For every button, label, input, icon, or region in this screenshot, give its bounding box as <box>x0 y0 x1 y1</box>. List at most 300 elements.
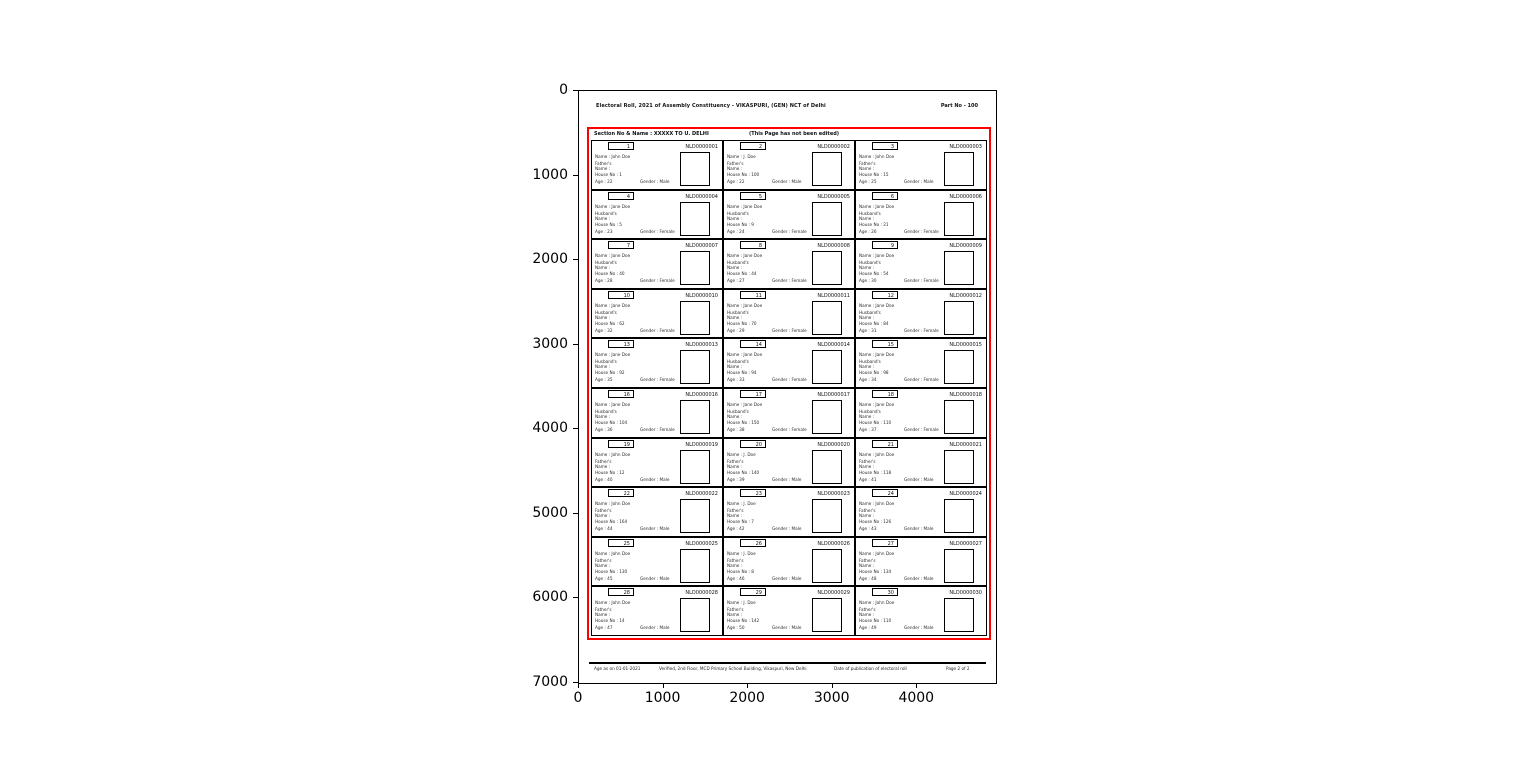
voter-gender: Gender : Female <box>772 228 807 234</box>
voter-gender: Gender : Male <box>904 526 934 532</box>
y-tick-label: 5000 <box>532 504 568 521</box>
relation-label-line2: Name : <box>727 612 743 618</box>
relation-label-line1: Father's <box>727 557 744 563</box>
photo-box <box>680 202 710 236</box>
relation-label-line1: Father's <box>595 161 612 166</box>
y-tick-label: 0 <box>559 82 568 98</box>
photo-box <box>944 450 974 484</box>
voter-gender: Gender : Female <box>640 377 675 383</box>
voter-name: Name : Jane Doe <box>727 203 763 209</box>
epic-number: NLD0000004 <box>685 193 718 200</box>
relation-label-line2: Name : <box>595 513 611 519</box>
photo-box <box>680 350 710 384</box>
voter-card <box>724 587 854 635</box>
epic-number: NLD0000011 <box>817 292 850 299</box>
photo-box <box>944 350 974 384</box>
relation-label-line2: Name : <box>727 265 743 271</box>
epic-number: NLD0000003 <box>949 144 982 150</box>
house-number: House No : 92 <box>595 370 625 376</box>
voter-gender: Gender : Female <box>904 278 939 284</box>
house-number: House No : 84 <box>859 320 889 326</box>
house-number: House No : 118 <box>859 469 892 475</box>
footer-divider <box>589 662 986 664</box>
voter-age: Age : 23 <box>595 228 613 234</box>
voter-name: Name : Jane Doe <box>727 253 763 259</box>
serial-number: 26 <box>740 539 766 547</box>
voter-card <box>592 389 722 437</box>
voter-gender: Gender : Male <box>772 625 802 631</box>
relation-label-line2: Name : <box>727 364 743 370</box>
house-number: House No : 44 <box>727 271 757 277</box>
house-number: House No : 164 <box>595 519 628 525</box>
voter-name: Name : John Doe <box>859 154 895 159</box>
photo-box <box>944 251 974 285</box>
voter-name: Name : John Doe <box>595 154 631 159</box>
serial-number: 4 <box>608 192 634 200</box>
relation-label-line2: Name : <box>727 562 743 568</box>
relation-label-line2: Name : <box>595 364 611 370</box>
serial-number: 15 <box>872 340 898 348</box>
voter-gender: Gender : Female <box>904 377 939 383</box>
relation-label-line1: Husband's <box>595 359 617 365</box>
voter-card <box>856 538 986 586</box>
voter-card <box>724 439 854 487</box>
voter-age: Age : 27 <box>727 278 745 284</box>
epic-number: NLD0000019 <box>685 441 718 448</box>
relation-label-line1: Husband's <box>859 260 881 266</box>
house-number: House No : 54 <box>859 271 889 277</box>
voter-age: Age : 42 <box>727 526 745 532</box>
house-number: House No : 70 <box>727 320 757 326</box>
relation-label-line2: Name : <box>727 463 743 469</box>
house-number: House No : 1 <box>595 172 622 177</box>
house-number: House No : 40 <box>595 271 625 277</box>
voter-gender: Gender : Male <box>904 625 934 631</box>
voter-age: Age : 36 <box>595 426 613 432</box>
voter-age: Age : 33 <box>727 377 745 383</box>
voter-gender: Gender : Female <box>772 426 807 432</box>
voter-age: Age : 47 <box>595 625 613 631</box>
voter-card <box>856 141 986 189</box>
voter-name: Name : Jane Doe <box>727 302 763 308</box>
voter-gender: Gender : Male <box>640 476 670 482</box>
voter-card <box>856 488 986 536</box>
voter-name: Name : Jane Doe <box>595 302 631 308</box>
relation-label-line1: Father's <box>859 508 876 514</box>
x-tick-label: 4000 <box>898 690 935 706</box>
photo-box <box>812 251 842 285</box>
voter-name: Name : Jane Doe <box>859 253 895 259</box>
relation-label-line1: Husband's <box>859 359 881 365</box>
voter-age: Age : 37 <box>859 426 877 432</box>
voter-age: Age : 25 <box>859 179 877 184</box>
epic-number: NLD0000029 <box>817 590 850 597</box>
voter-card <box>592 587 722 635</box>
voter-card <box>856 439 986 487</box>
voter-age: Age : 31 <box>859 327 877 333</box>
epic-number: NLD0000006 <box>949 193 982 200</box>
serial-number: 27 <box>872 539 898 547</box>
voter-age: Age : 49 <box>859 625 877 631</box>
epic-number: NLD0000024 <box>949 491 982 498</box>
house-number: House No : 12 <box>595 469 625 475</box>
voter-name: Name : Jane Doe <box>859 352 895 358</box>
serial-number: 24 <box>872 489 898 497</box>
relation-label-line1: Father's <box>595 458 612 464</box>
epic-number: NLD0000027 <box>949 540 982 547</box>
photo-box <box>680 499 710 533</box>
epic-number: NLD0000022 <box>685 491 718 498</box>
y-tick-label: 1000 <box>532 166 568 183</box>
voter-name: Name : Jane Doe <box>727 352 763 358</box>
x-tick-label: 1000 <box>644 690 681 706</box>
epic-number: NLD0000016 <box>685 391 718 398</box>
voter-name: Name : John Doe <box>595 451 631 457</box>
serial-number: 13 <box>608 340 634 348</box>
relation-label-line2: Name : <box>595 166 611 171</box>
voter-name: Name : John Doe <box>859 501 895 507</box>
plot-axes <box>578 90 997 684</box>
photo-box <box>680 450 710 484</box>
relation-label-line1: Father's <box>859 557 876 563</box>
relation-label-line2: Name : <box>859 413 875 419</box>
voter-name: Name : John Doe <box>859 600 895 606</box>
photo-box <box>944 499 974 533</box>
house-number: House No : 110 <box>859 618 892 624</box>
voter-name: Name : J. Doe <box>727 600 756 606</box>
footer-page-number: Page 2 of 2 <box>946 666 970 671</box>
voter-card <box>592 538 722 586</box>
voter-card <box>856 587 986 635</box>
house-number: House No : 100 <box>727 172 760 177</box>
voter-name: Name : John Doe <box>859 451 895 457</box>
photo-box <box>944 400 974 434</box>
photo-box <box>944 152 974 186</box>
voter-age: Age : 29 <box>727 327 745 333</box>
voter-age: Age : 40 <box>595 476 613 482</box>
y-tick-label: 6000 <box>532 589 568 606</box>
relation-label-line2: Name : <box>859 364 875 370</box>
relation-label-line1: Father's <box>727 508 744 514</box>
relation-label-line1: Father's <box>595 508 612 514</box>
epic-number: NLD0000028 <box>685 590 718 597</box>
voter-card <box>724 389 854 437</box>
serial-number: 10 <box>608 291 634 299</box>
relation-label-line1: Father's <box>859 458 876 464</box>
footer-station: Verified, 2nd Floor, MCD Primary School Building, Vikaspuri, New Delhi <box>659 666 807 671</box>
y-tick-label: 4000 <box>532 420 568 437</box>
photo-box <box>812 202 842 236</box>
photo-box <box>812 499 842 533</box>
relation-label-line2: Name : <box>595 463 611 469</box>
voter-name: Name : John Doe <box>859 550 895 556</box>
voter-age: Age : 44 <box>595 526 613 532</box>
voter-name: Name : J. Doe <box>727 154 756 159</box>
serial-number: 28 <box>608 588 634 596</box>
voter-gender: Gender : Male <box>904 575 934 581</box>
voter-gender: Gender : Female <box>772 377 807 383</box>
voter-age: Age : 32 <box>595 327 613 333</box>
photo-box <box>944 549 974 583</box>
epic-number: NLD0000008 <box>817 243 850 250</box>
voter-card <box>724 538 854 586</box>
voter-name: Name : Jane Doe <box>595 203 631 209</box>
relation-label-line2: Name : <box>859 513 875 519</box>
voter-gender: Gender : Male <box>772 526 802 532</box>
page-title: Electoral Roll, 2021 of Assembly Constituency - VIKASPURI, (GEN) NCT of Delhi <box>596 103 826 109</box>
serial-number: 14 <box>740 340 766 348</box>
x-tick-label: 0 <box>573 690 583 706</box>
house-number: House No : 142 <box>727 618 760 624</box>
voter-age: Age : 26 <box>859 228 877 234</box>
serial-number: 29 <box>740 588 766 596</box>
y-tick-label: 2000 <box>532 251 568 268</box>
photo-box <box>812 152 842 186</box>
voter-age: Age : 43 <box>859 526 877 532</box>
relation-label-line1: Husband's <box>727 309 749 315</box>
voter-name: Name : Jane Doe <box>595 401 631 407</box>
relation-label-line1: Husband's <box>595 260 617 266</box>
relation-label-line1: Father's <box>727 161 744 166</box>
serial-number: 12 <box>872 291 898 299</box>
relation-label-line1: Husband's <box>727 408 749 414</box>
photo-box <box>812 549 842 583</box>
voter-age: Age : 45 <box>595 575 613 581</box>
voter-gender: Gender : Female <box>772 327 807 333</box>
voter-name: Name : J. Doe <box>727 501 756 507</box>
voter-name: Name : J. Doe <box>727 451 756 457</box>
serial-number: 17 <box>740 390 766 398</box>
voter-card <box>724 488 854 536</box>
voter-card <box>592 339 722 387</box>
serial-number: 16 <box>608 390 634 398</box>
voter-name: Name : John Doe <box>595 600 631 606</box>
photo-box <box>812 598 842 632</box>
epic-number: NLD0000025 <box>685 540 718 547</box>
x-tick-label: 2000 <box>729 690 765 706</box>
voter-name: Name : Jane Doe <box>595 253 631 259</box>
house-number: House No : 8 <box>727 568 754 574</box>
epic-number: NLD0000020 <box>817 441 850 448</box>
voter-name: Name : Jane Doe <box>595 352 631 358</box>
relation-label-line2: Name : <box>859 463 875 469</box>
photo-box <box>812 450 842 484</box>
voter-gender: Gender : Female <box>640 278 675 284</box>
voter-gender: Gender : Female <box>904 327 939 333</box>
house-number: House No : 62 <box>595 320 625 326</box>
voter-gender: Gender : Female <box>904 228 939 234</box>
y-tick-label: 3000 <box>532 335 568 352</box>
photo-box <box>680 400 710 434</box>
epic-number: NLD0000030 <box>949 590 982 597</box>
voter-name: Name : Jane Doe <box>859 203 895 209</box>
epic-number: NLD0000007 <box>685 243 718 250</box>
house-number: House No : 98 <box>859 370 889 376</box>
photo-box <box>944 598 974 632</box>
epic-number: NLD0000013 <box>685 342 718 349</box>
photo-box <box>944 301 974 335</box>
voter-card <box>724 141 854 189</box>
relation-label-line2: Name : <box>727 166 743 171</box>
relation-label-line2: Name : <box>727 513 743 519</box>
voter-gender: Gender : Male <box>640 625 670 631</box>
house-number: House No : 14 <box>595 618 625 624</box>
relation-label-line2: Name : <box>595 562 611 568</box>
voter-gender: Gender : Female <box>640 426 675 432</box>
serial-number: 9 <box>872 241 898 249</box>
house-number: House No : 130 <box>595 568 628 574</box>
voter-name: Name : John Doe <box>595 550 631 556</box>
serial-number: 20 <box>740 440 766 448</box>
voter-card <box>856 389 986 437</box>
relation-label-line2: Name : <box>595 314 611 320</box>
house-number: House No : 21 <box>859 221 889 227</box>
relation-label-line1: Husband's <box>595 210 617 216</box>
voter-age: Age : 39 <box>727 476 745 482</box>
serial-number: 19 <box>608 440 634 448</box>
house-number: House No : 9 <box>727 221 754 227</box>
voter-card <box>592 439 722 487</box>
photo-box <box>812 400 842 434</box>
serial-number: 2 <box>740 142 766 150</box>
y-tick-label: 7000 <box>532 673 568 690</box>
relation-label-line1: Father's <box>859 161 876 166</box>
footer-age-as-on: Age as on 01-01-2021 <box>594 666 641 671</box>
epic-number: NLD0000021 <box>949 441 982 448</box>
relation-label-line1: Husband's <box>727 260 749 266</box>
part-number: Part No - 100 <box>940 103 978 109</box>
relation-label-line2: Name : <box>859 166 875 171</box>
epic-number: NLD0000023 <box>817 491 850 498</box>
voter-card <box>592 290 722 338</box>
voter-card <box>856 240 986 288</box>
photo-box <box>680 152 710 186</box>
epic-number: NLD0000010 <box>685 292 718 299</box>
voter-age: Age : 22 <box>727 179 745 184</box>
relation-label-line2: Name : <box>595 612 611 618</box>
voter-age: Age : 28 <box>595 278 613 284</box>
voter-card <box>592 191 722 239</box>
voter-card <box>724 339 854 387</box>
relation-label-line2: Name : <box>595 215 611 221</box>
voter-age: Age : 38 <box>727 426 745 432</box>
epic-number: NLD0000015 <box>949 342 982 349</box>
relation-label-line1: Husband's <box>859 309 881 315</box>
voter-gender: Gender : Male <box>772 476 802 482</box>
relation-label-line1: Husband's <box>859 210 881 216</box>
relation-label-line2: Name : <box>859 612 875 618</box>
voter-gender: Gender : Female <box>640 327 675 333</box>
voter-gender: Gender : Male <box>772 179 802 184</box>
photo-box <box>812 301 842 335</box>
relation-label-line2: Name : <box>727 314 743 320</box>
serial-number: 7 <box>608 241 634 249</box>
voter-name: Name : John Doe <box>595 501 631 507</box>
voter-age: Age : 34 <box>859 377 877 383</box>
serial-number: 1 <box>608 142 634 150</box>
house-number: House No : 7 <box>727 519 754 525</box>
voter-card <box>724 240 854 288</box>
relation-label-line2: Name : <box>595 413 611 419</box>
voter-age: Age : 48 <box>859 575 877 581</box>
relation-label-line1: Husband's <box>727 359 749 365</box>
house-number: House No : 126 <box>859 519 892 525</box>
footer-publication: Date of publication of electoral roll <box>834 666 907 671</box>
photo-box <box>680 301 710 335</box>
house-number: House No : 94 <box>727 370 757 376</box>
voter-card <box>724 290 854 338</box>
annotation-bbox <box>587 127 991 640</box>
house-number: House No : 104 <box>595 419 628 425</box>
voter-gender: Gender : Male <box>904 179 934 184</box>
epic-number: NLD0000009 <box>949 243 982 250</box>
serial-number: 25 <box>608 539 634 547</box>
relation-label-line1: Father's <box>859 607 876 613</box>
photo-box <box>680 251 710 285</box>
voter-age: Age : 35 <box>595 377 613 383</box>
section-note: (This Page has not been edited) <box>749 131 840 137</box>
voter-card <box>592 141 722 189</box>
serial-number: 22 <box>608 489 634 497</box>
epic-number: NLD0000001 <box>685 144 718 150</box>
voter-gender: Gender : Female <box>640 228 675 234</box>
relation-label-line1: Husband's <box>859 408 881 414</box>
house-number: House No : 110 <box>859 419 892 425</box>
x-tick-label: 3000 <box>813 690 850 706</box>
voter-name: Name : J. Doe <box>727 550 756 556</box>
voter-gender: Gender : Male <box>772 575 802 581</box>
relation-label-line2: Name : <box>859 314 875 320</box>
house-number: House No : 140 <box>727 469 760 475</box>
serial-number: 23 <box>740 489 766 497</box>
relation-label-line2: Name : <box>859 265 875 271</box>
photo-box <box>680 549 710 583</box>
house-number: House No : 5 <box>595 221 622 227</box>
voter-age: Age : 46 <box>727 575 745 581</box>
voter-age: Age : 41 <box>859 476 877 482</box>
voter-name: Name : Jane Doe <box>859 401 895 407</box>
voter-gender: Gender : Female <box>772 278 807 284</box>
photo-box <box>812 350 842 384</box>
voter-age: Age : 22 <box>595 179 613 184</box>
relation-label-line1: Father's <box>727 458 744 464</box>
serial-number: 18 <box>872 390 898 398</box>
relation-label-line1: Husband's <box>727 210 749 216</box>
voter-gender: Gender : Male <box>640 179 670 184</box>
epic-number: NLD0000017 <box>817 391 850 398</box>
relation-label-line2: Name : <box>595 265 611 271</box>
relation-label-line1: Husband's <box>595 408 617 414</box>
epic-number: NLD0000026 <box>817 540 850 547</box>
voter-card <box>592 240 722 288</box>
voter-age: Age : 30 <box>859 278 877 284</box>
serial-number: 30 <box>872 588 898 596</box>
epic-number: NLD0000014 <box>817 342 850 349</box>
voter-name: Name : Jane Doe <box>859 302 895 308</box>
voter-card <box>856 290 986 338</box>
relation-label-line1: Father's <box>727 607 744 613</box>
serial-number: 3 <box>872 142 898 150</box>
voter-gender: Gender : Male <box>904 476 934 482</box>
section-name: Section No & Name : XXXXX TO U. DELHI <box>594 131 709 137</box>
voter-name: Name : Jane Doe <box>727 401 763 407</box>
house-number: House No : 150 <box>727 419 760 425</box>
voter-age: Age : 50 <box>727 625 745 631</box>
relation-label-line1: Husband's <box>595 309 617 315</box>
relation-label-line2: Name : <box>859 562 875 568</box>
relation-label-line1: Father's <box>595 607 612 613</box>
relation-label-line1: Father's <box>595 557 612 563</box>
